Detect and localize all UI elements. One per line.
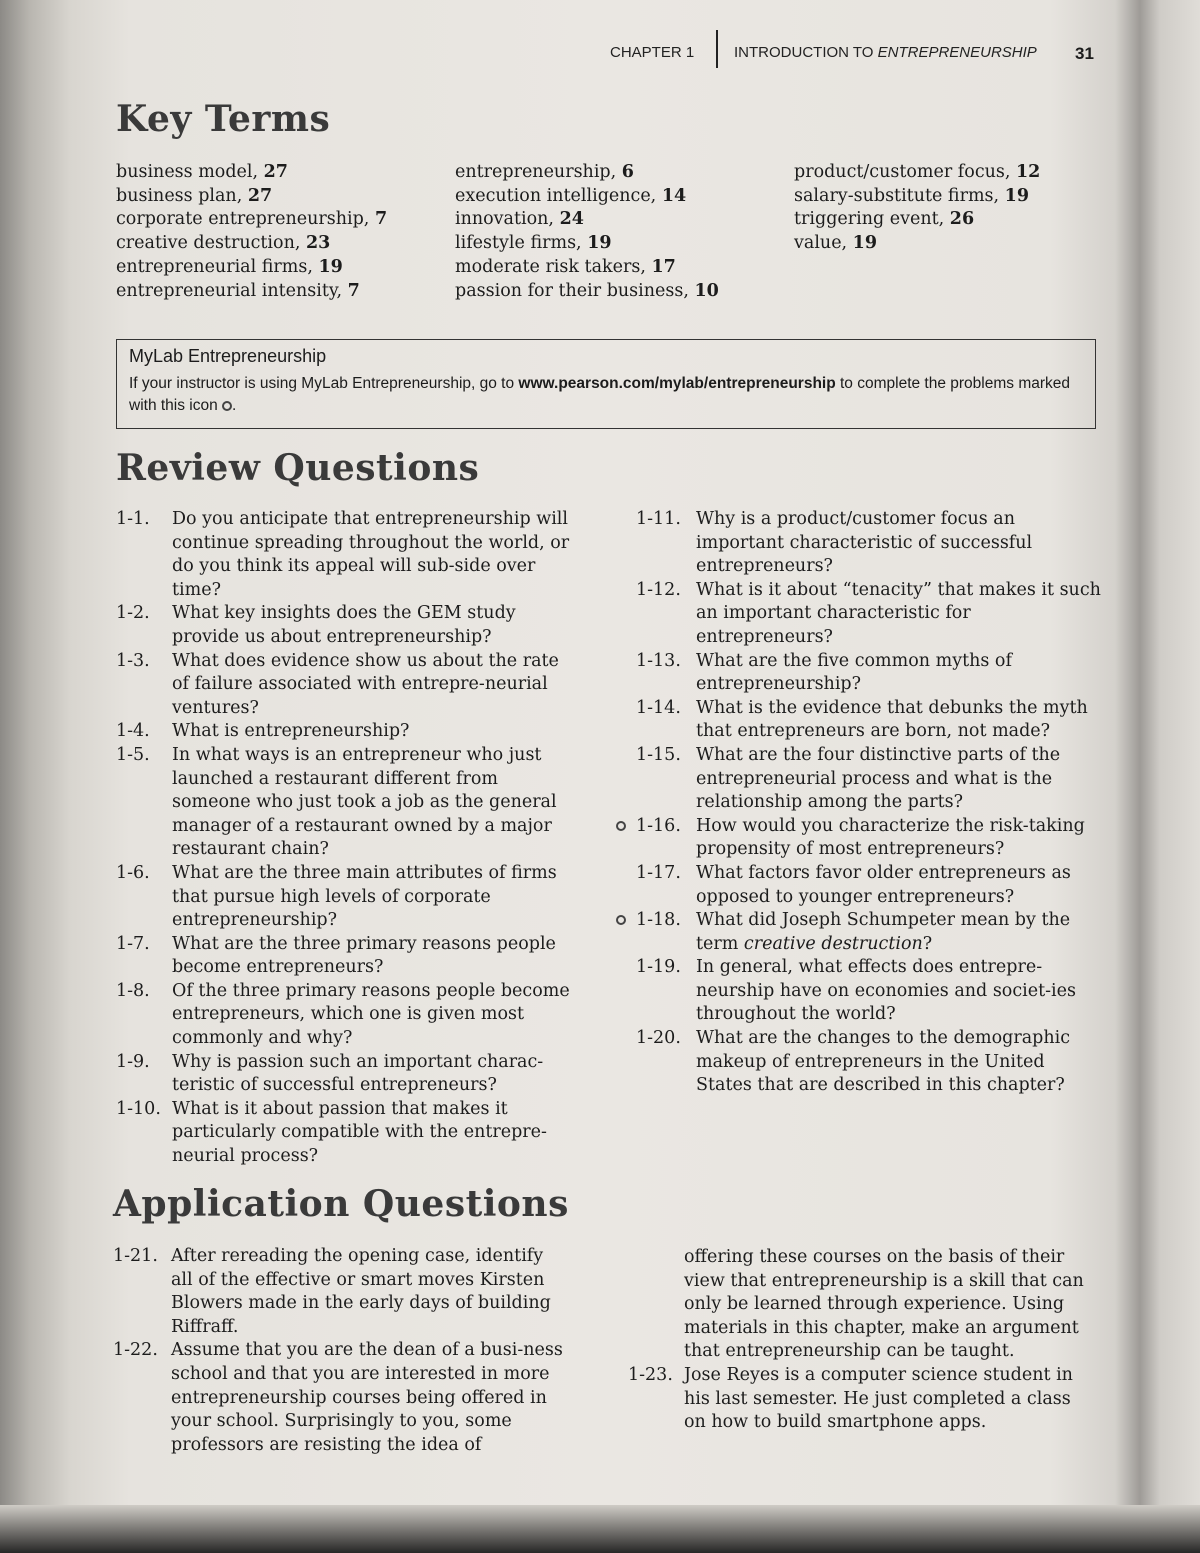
- question-text: After rereading the opening case, identify all of the effective or smart moves Kirsten Blowers made in the early days of building Riffraff.: [171, 1246, 551, 1337]
- question-text-part: ?: [922, 933, 933, 954]
- question-item: [636, 909, 1102, 956]
- question-text: What are the three main attributes of firms that pursue high levels of corporate entrepreneurship?: [172, 862, 557, 931]
- question-text: Jose Reyes is a computer science student in his last semester. He just completed a class on how to build smartphone apps.: [684, 1364, 1073, 1433]
- question-number: 1-17.: [636, 862, 681, 883]
- question-number: 1-14.: [636, 697, 681, 718]
- question-number: 1-12.: [636, 579, 681, 600]
- key-term: [116, 256, 387, 280]
- key-terms-column-2: [455, 161, 719, 303]
- key-term-label: innovation,: [455, 209, 560, 230]
- key-term-page: 24: [559, 209, 584, 230]
- key-term-label: value,: [794, 233, 853, 254]
- key-term: [116, 280, 387, 304]
- question-continuation: [628, 1246, 1098, 1364]
- review-questions-heading: Review Questions: [116, 447, 480, 489]
- question-item: [636, 697, 1102, 744]
- key-term-label: business plan,: [116, 185, 248, 206]
- mylab-callout: [116, 339, 1096, 429]
- question-text: What key insights does the GEM study provide us about entrepreneurship?: [172, 603, 516, 647]
- question-text: Do you anticipate that entrepreneurship will continue spreading throughout the world, or do you think its appeal will sub-side over time?: [172, 509, 570, 600]
- question-item: [636, 650, 1102, 697]
- question-number: 1-8.: [116, 980, 150, 1001]
- application-questions-left-column: [113, 1245, 569, 1457]
- key-term-page: 12: [1016, 162, 1041, 182]
- question-text: In general, what effects does entrepre-neurship have on economies and societ-ies throughout the world?: [696, 957, 1076, 1025]
- application-questions-heading: Application Questions: [113, 1183, 569, 1225]
- question-item: [116, 980, 572, 1051]
- application-questions-right-column: [628, 1246, 1098, 1435]
- mylab-text-after: to complete the problems marked with this icon: [129, 375, 1071, 414]
- key-term-label: entrepreneurial firms,: [116, 256, 319, 277]
- key-term: [794, 232, 1040, 256]
- question-item: [116, 720, 572, 744]
- question-text: What are the five common myths of entrepreneurship?: [696, 650, 1012, 695]
- question-item: [636, 744, 1102, 815]
- question-text-italic: creative destruction: [743, 933, 923, 954]
- question-text: offering these courses on the basis of their view that entrepreneurship is a skill that can only be learned through experience. Using materials in this chapter, make an argument that entrepreneurship can be taught.: [684, 1247, 1084, 1362]
- key-term-page: 7: [347, 280, 360, 301]
- key-term-page: 26: [949, 209, 975, 230]
- question-text: How would you characterize the risk-taking propensity of most entrepreneurs?: [696, 815, 1085, 860]
- key-term: [455, 232, 719, 256]
- question-item: [116, 650, 572, 721]
- header-title-prefix: INTRODUCTION TO: [734, 44, 878, 61]
- key-term-page: 27: [247, 185, 273, 206]
- key-term-label: moderate risk takers,: [455, 256, 652, 277]
- question-number: 1-1.: [116, 509, 150, 529]
- key-term-page: 6: [621, 162, 634, 182]
- question-text-part: What did Joseph Schumpeter mean by the term: [696, 910, 1071, 954]
- key-term: [455, 208, 719, 232]
- key-term-label: entrepreneurship,: [455, 162, 622, 182]
- question-item: [113, 1245, 569, 1339]
- question-item: [628, 1364, 1098, 1435]
- question-number: 1-5.: [116, 744, 150, 765]
- key-term: [794, 185, 1040, 209]
- question-number: 1-21.: [113, 1246, 158, 1266]
- question-item: [116, 508, 572, 602]
- question-item: [113, 1339, 569, 1457]
- question-text: What are the three primary reasons people become entrepreneurs?: [172, 933, 556, 978]
- key-terms-column-3: [794, 161, 1040, 256]
- key-term-page: 19: [318, 256, 343, 277]
- key-term-label: passion for their business,: [455, 280, 695, 301]
- question-number: 1-4.: [116, 721, 150, 742]
- question-item: [636, 862, 1102, 909]
- key-term-page: 19: [1004, 185, 1030, 206]
- question-number: 1-20.: [636, 1028, 681, 1049]
- page-number: 31: [1075, 44, 1094, 63]
- question-number: 1-9.: [116, 1051, 150, 1072]
- key-terms-column-1: [116, 161, 387, 303]
- question-item: [636, 579, 1102, 650]
- question-text: What factors favor older entrepreneurs as opposed to younger entrepreneurs?: [696, 862, 1071, 907]
- question-number: 1-7.: [116, 933, 150, 954]
- key-term-label: triggering event,: [794, 209, 950, 230]
- header-divider: [716, 30, 718, 68]
- key-term-label: creative destruction,: [116, 233, 306, 254]
- question-text: What is the evidence that debunks the myth that entrepreneurs are born, not made?: [696, 697, 1088, 742]
- question-item: [116, 1098, 572, 1169]
- mylab-assignment-icon: [616, 821, 626, 831]
- question-item: [116, 862, 572, 933]
- running-header-title: [734, 44, 1037, 61]
- question-text: What does evidence show us about the rate of failure associated with entrepre-neurial ventures?: [172, 650, 559, 718]
- review-questions-right-column: [636, 508, 1102, 1098]
- key-term: [455, 185, 719, 209]
- question-number: 1-6.: [116, 862, 150, 883]
- key-term-page: 27: [263, 162, 288, 182]
- mylab-text-before: If your instructor is using MyLab Entrepreneurship, go to: [129, 375, 519, 392]
- key-terms-heading: Key Terms: [116, 98, 331, 140]
- key-term-label: corporate entrepreneurship,: [116, 209, 375, 230]
- key-term-page: 10: [694, 280, 719, 301]
- key-term: [116, 232, 387, 256]
- question-number: 1-11.: [636, 509, 681, 529]
- question-text: [696, 909, 1102, 956]
- question-number: 1-16.: [636, 815, 681, 836]
- mylab-assignment-icon: [616, 915, 626, 925]
- question-number: 1-23.: [628, 1364, 673, 1385]
- question-item: [116, 602, 572, 649]
- question-text: What are the changes to the demographic makeup of entrepreneurs in the United States that are described in this chapter?: [696, 1028, 1071, 1096]
- key-term-page: 19: [587, 233, 612, 254]
- key-term-label: execution intelligence,: [455, 185, 662, 206]
- key-term: [455, 280, 719, 304]
- question-text: What is it about passion that makes it particularly compatible with the entrepre-neurial process?: [172, 1098, 547, 1167]
- question-item: [636, 956, 1102, 1027]
- question-text: What is it about “tenacity” that makes it such an important characteristic for entrepreneurs?: [696, 579, 1101, 647]
- question-number: 1-2.: [116, 603, 150, 624]
- question-text: Why is passion such an important charac-teristic of successful entrepreneurs?: [172, 1051, 544, 1096]
- key-term-label: lifestyle firms,: [455, 233, 588, 254]
- key-term: [794, 161, 1040, 185]
- header-title-italic: ENTREPRENEURSHIP: [877, 44, 1037, 61]
- question-number: 1-19.: [636, 957, 681, 978]
- key-term-page: 23: [305, 233, 331, 254]
- question-item: [116, 1051, 572, 1098]
- question-number: 1-10.: [116, 1098, 161, 1119]
- question-item: [116, 933, 572, 980]
- question-number: 1-3.: [116, 650, 150, 671]
- mylab-text-end: .: [232, 397, 237, 414]
- mylab-url-link[interactable]: www.pearson.com/mylab/entrepreneurship: [518, 375, 836, 392]
- key-term-page: 19: [852, 233, 878, 254]
- key-term: [455, 256, 719, 280]
- key-term-page: 17: [651, 256, 676, 277]
- question-item: [636, 815, 1102, 862]
- key-term: [116, 161, 387, 185]
- key-term-label: salary-substitute firms,: [794, 185, 1005, 206]
- question-number: 1-15.: [636, 744, 681, 765]
- key-term-label: business model,: [116, 162, 264, 182]
- question-item: [636, 508, 1102, 579]
- mylab-text: [129, 373, 1083, 417]
- key-term: [794, 208, 1040, 232]
- question-text: Assume that you are the dean of a busi-ness school and that you are interested in more entrepreneurship courses being offered in your school. Surprisingly to you, some professors are resisting the idea of: [171, 1340, 563, 1455]
- key-term-label: entrepreneurial intensity,: [116, 280, 348, 301]
- review-questions-left-column: [116, 508, 572, 1169]
- question-number: 1-22.: [113, 1340, 158, 1361]
- page-bottom-shadow: [0, 1505, 1200, 1553]
- question-number: 1-18.: [636, 910, 681, 931]
- key-term-page: 7: [374, 209, 388, 230]
- key-term: [116, 185, 387, 209]
- key-term-page: 14: [661, 185, 687, 206]
- question-number: 1-13.: [636, 650, 681, 671]
- question-item: [636, 1027, 1102, 1098]
- question-text: What are the four distinctive parts of the entrepreneurial process and what is the relationship among the parts?: [696, 744, 1061, 813]
- question-text: Of the three primary reasons people become entrepreneurs, which one is given most commonly and why?: [172, 980, 570, 1049]
- question-text: In what ways is an entrepreneur who just launched a restaurant different from someone who just took a job as the general manager of a restaurant owned by a major restaurant chain?: [172, 744, 557, 860]
- mylab-title: MyLab Entrepreneurship: [129, 346, 327, 366]
- key-term: [455, 161, 719, 185]
- key-term-label: product/customer focus,: [794, 162, 1016, 182]
- running-header-chapter: CHAPTER 1: [610, 44, 695, 61]
- question-text: Why is a product/customer focus an important characteristic of successful entrepreneurs?: [696, 509, 1033, 577]
- question-text: What is entrepreneurship?: [172, 721, 410, 742]
- key-term: [116, 208, 387, 232]
- question-item: [116, 744, 572, 862]
- mylab-assignment-icon: [222, 401, 232, 411]
